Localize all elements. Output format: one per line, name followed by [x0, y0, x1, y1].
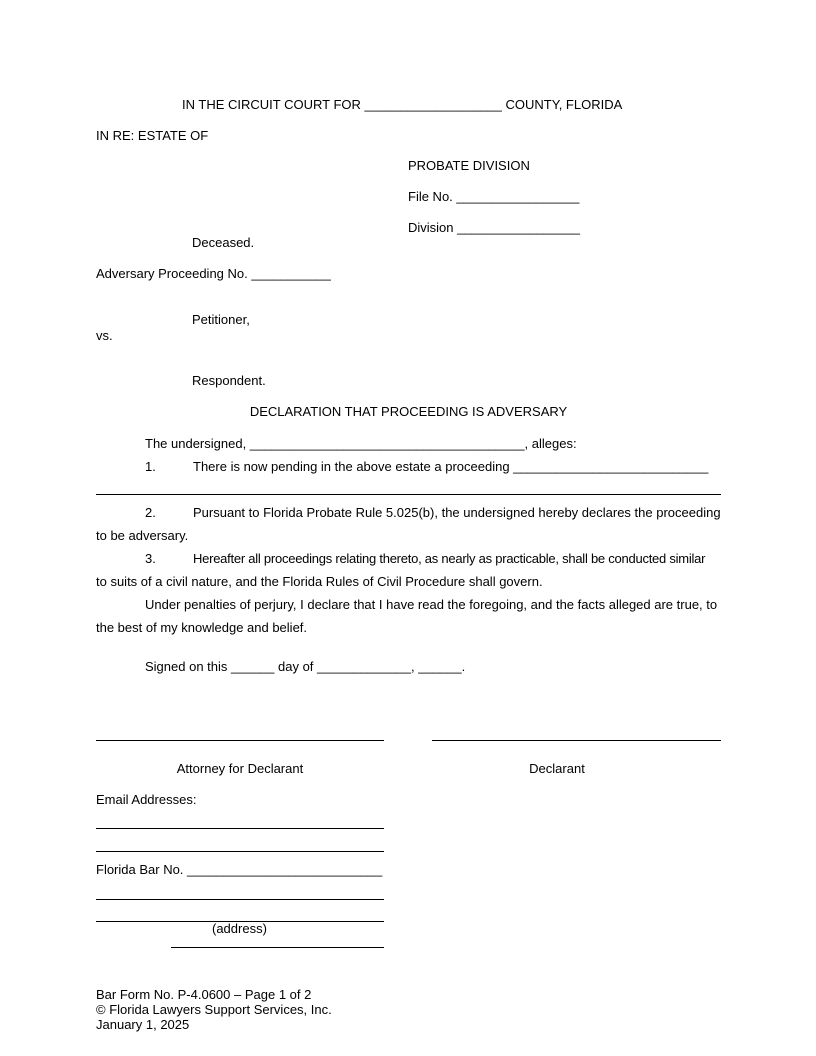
perjury-continuation: the best of my knowledge and belief. — [96, 620, 308, 635]
bar-form-number: Bar Form No. P-4.0600 – Page 1 of 2 — [96, 987, 312, 1002]
petitioner-label: Petitioner, — [192, 312, 250, 327]
respondent-label: Respondent. — [192, 373, 266, 388]
item-2-number: 2. — [145, 505, 156, 520]
file-number-field: File No. _________________ — [408, 189, 580, 204]
deceased-label: Deceased. — [192, 235, 255, 250]
address-line-1 — [96, 899, 384, 900]
email-line-2 — [96, 851, 384, 852]
item-3-number: 3. — [145, 551, 156, 566]
item-1-number: 1. — [145, 459, 156, 474]
division-field: Division _________________ — [408, 220, 581, 235]
document-title: DECLARATION THAT PROCEEDING IS ADVERSARY — [249, 404, 568, 419]
email-line-1 — [96, 828, 384, 829]
signed-date-line: Signed on this ______ day of _____________, ______. — [145, 659, 466, 674]
perjury-statement: Under penalties of perjury, I declare that I have read the foregoing, and the facts alleged are true, to — [145, 597, 718, 612]
probate-division-label: PROBATE DIVISION — [408, 158, 530, 173]
declarant-label: Declarant — [529, 761, 585, 776]
item-3-text: Hereafter all proceedings relating thereto, as nearly as practicable, shall be conducted similar — [193, 551, 706, 566]
florida-bar-number: Florida Bar No. ___________________________ — [96, 862, 383, 877]
proceeding-blank-line — [96, 494, 721, 495]
in-re-estate-label: IN RE: ESTATE OF — [96, 128, 209, 143]
address-line-3 — [171, 947, 384, 948]
undersigned-intro: The undersigned, ______________________________________, alleges: — [145, 436, 577, 451]
attorney-for-declarant-label: Attorney for Declarant — [176, 761, 304, 776]
item-2-continuation: to be adversary. — [96, 528, 189, 543]
copyright-notice: © Florida Lawyers Support Services, Inc. — [96, 1002, 332, 1017]
item-2-text: Pursuant to Florida Probate Rule 5.025(b), the undersigned hereby declares the proceeding — [193, 505, 721, 520]
court-heading: IN THE CIRCUIT COURT FOR ___________________ COUNTY, FLORIDA — [182, 97, 623, 112]
attorney-signature-line — [96, 740, 384, 741]
item-3-continuation: to suits of a civil nature, and the Florida Rules of Civil Procedure shall govern. — [96, 574, 543, 589]
versus-label: vs. — [96, 328, 113, 343]
email-addresses-label: Email Addresses: — [96, 792, 197, 807]
declarant-signature-line — [432, 740, 721, 741]
adversary-proceeding-number: Adversary Proceeding No. ___________ — [96, 266, 331, 281]
form-date: January 1, 2025 — [96, 1017, 190, 1032]
item-1-text: There is now pending in the above estate a proceeding ___________________________ — [193, 459, 709, 474]
address-label: (address) — [212, 921, 267, 936]
